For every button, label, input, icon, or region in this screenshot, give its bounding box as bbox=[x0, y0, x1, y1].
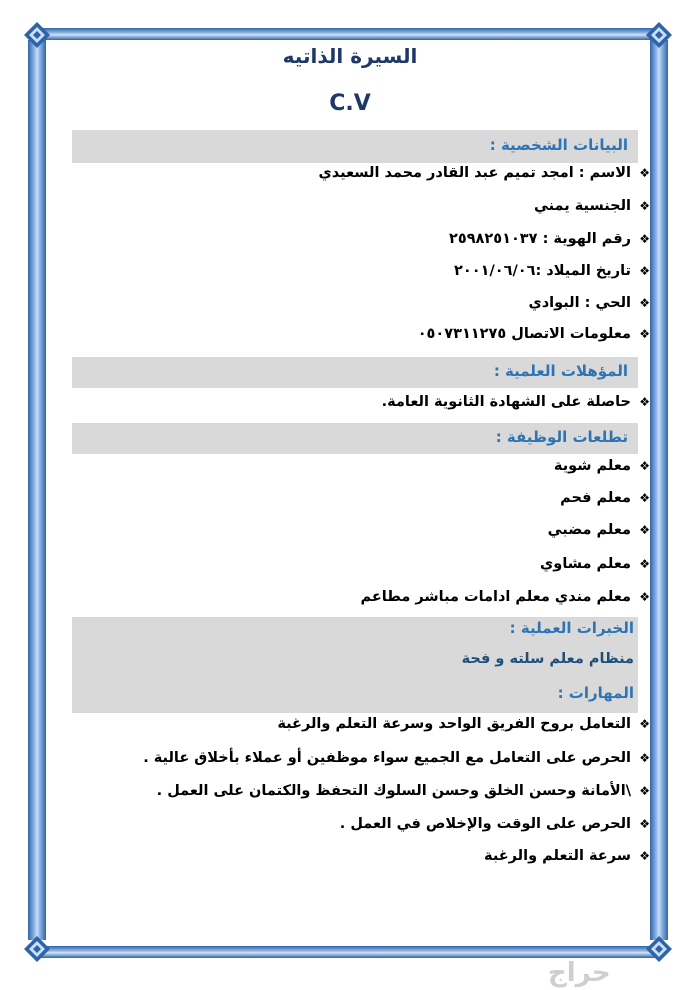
list-item: ❖معلومات الاتصال ٠٥٠٧٣١١٢٧٥ bbox=[417, 326, 650, 342]
list-item: ❖التعامل بروح الفريق الواحد وسرعة التعلم والرغبة bbox=[277, 716, 650, 732]
section-heading-experience: الخبرات العملية : bbox=[509, 619, 634, 637]
bullet-icon: ❖ bbox=[639, 459, 650, 473]
list-item: ❖تاريخ الميلاد :٢٠٠١/٠٦/٠٦ bbox=[454, 263, 650, 279]
list-item: ❖معلم مندي معلم ادامات مباشر مطاعم bbox=[360, 589, 650, 605]
section-heading-aspirations: تطلعات الوظيفة : bbox=[72, 423, 638, 454]
cv-label: C.V bbox=[329, 91, 371, 116]
bullet-icon: ❖ bbox=[639, 296, 650, 310]
bullet-icon: ❖ bbox=[639, 166, 650, 180]
bullet-icon: ❖ bbox=[639, 395, 650, 409]
bullet-icon: ❖ bbox=[639, 491, 650, 505]
frame-bottom-border bbox=[40, 946, 662, 958]
corner-ornament-icon bbox=[22, 934, 52, 964]
bullet-icon: ❖ bbox=[639, 523, 650, 537]
bullet-icon: ❖ bbox=[639, 327, 650, 341]
section-heading-qualifications: المؤهلات العلمية : bbox=[72, 357, 638, 388]
watermark: حراج bbox=[548, 958, 611, 988]
bullet-icon: ❖ bbox=[639, 751, 650, 765]
bullet-icon: ❖ bbox=[639, 849, 650, 863]
list-item: ❖الحرص على التعامل مع الجميع سواء موظفين أو عملاء بأخلاق عالية . bbox=[143, 750, 650, 766]
section-heading-skills: المهارات : bbox=[557, 684, 634, 702]
list-item: ❖سرعة التعلم والرغبة bbox=[484, 848, 650, 864]
list-item: ❖معلم مشاوي bbox=[540, 556, 650, 572]
list-item: ❖الاسم : امجد تميم عبد القادر محمد السعيدي bbox=[318, 165, 650, 181]
frame-left-border bbox=[28, 40, 46, 940]
experience-detail: منظام معلم سلته و فحة bbox=[461, 651, 634, 667]
list-item: ❖معلم مضبي bbox=[547, 522, 650, 538]
list-item: ❖معلم فحم bbox=[560, 490, 650, 506]
list-item: ❖الحرص على الوقت والإخلاص في العمل . bbox=[339, 816, 650, 832]
list-item: ❖حاصلة على الشهادة الثانوية العامة. bbox=[381, 394, 650, 410]
section-heading-personal: البيانات الشخصية : bbox=[72, 130, 638, 163]
frame-right-border bbox=[650, 40, 668, 940]
list-item: ❖الجنسية يمني bbox=[533, 198, 650, 214]
list-item: ❖معلم شوية bbox=[553, 458, 650, 474]
list-item: ❖الحي : البوادي bbox=[528, 295, 650, 311]
bullet-icon: ❖ bbox=[639, 264, 650, 278]
bullet-icon: ❖ bbox=[639, 232, 650, 246]
bullet-icon: ❖ bbox=[639, 590, 650, 604]
list-item: ❖رقم الهوية : ٢٥٩٨٢٥١٠٣٧ bbox=[449, 231, 650, 247]
bullet-icon: ❖ bbox=[639, 199, 650, 213]
bullet-icon: ❖ bbox=[639, 557, 650, 571]
corner-ornament-icon bbox=[644, 934, 674, 964]
bullet-icon: ❖ bbox=[639, 717, 650, 731]
bullet-icon: ❖ bbox=[639, 817, 650, 831]
frame-top-border bbox=[40, 28, 662, 40]
bullet-icon: ❖ bbox=[639, 784, 650, 798]
document-title: السيرة الذاتيه bbox=[282, 44, 418, 68]
list-item: ❖\الأمانة وحسن الخلق وحسن السلوك التحفظ والكتمان على العمل . bbox=[156, 783, 650, 799]
